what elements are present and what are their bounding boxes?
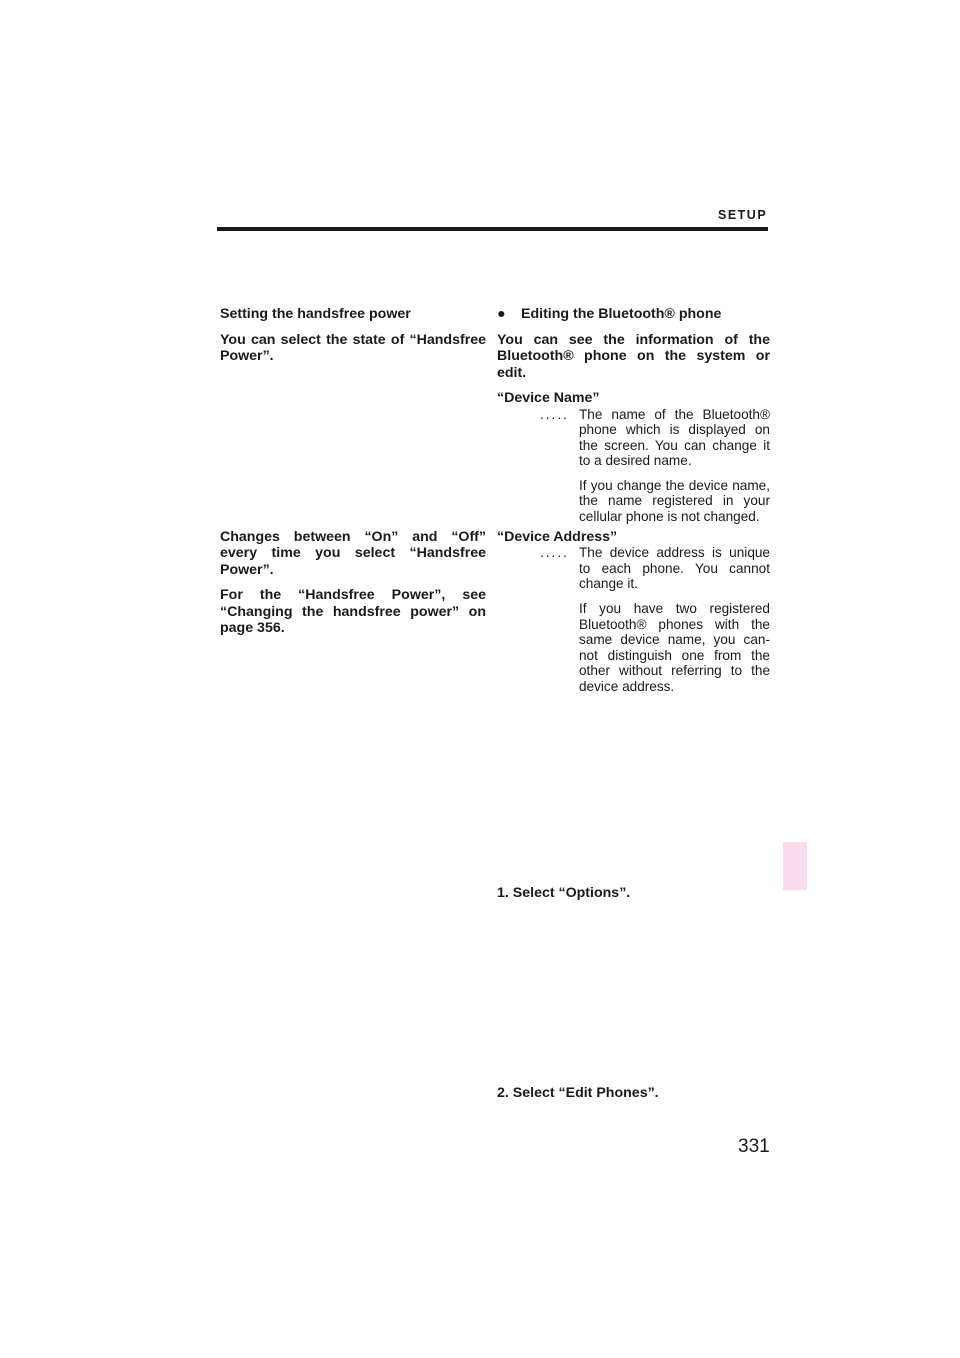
bullet-heading: Editing the Bluetooth® phone (521, 306, 722, 322)
term-device-address: “Device Address” (497, 528, 618, 545)
changes-paragraph: Changes between “On” and “Off” every time you select “Handsfree Power”. (220, 528, 486, 578)
term-device-address-description (497, 545, 770, 694)
leader-dots: ..... (540, 406, 569, 422)
right-intro-paragraph: You can see the information of the Bluetooth® phone on the system or edit. (497, 331, 770, 381)
intro-paragraph: You can select the state of “Handsfree Power”. (220, 331, 486, 364)
step-2-select-edit-phones: 2. Select “Edit Phones”. (497, 1085, 659, 1101)
left-column (220, 306, 486, 646)
section-side-tab (783, 842, 807, 890)
term-device-name-description (497, 407, 770, 525)
bullet-heading-row (497, 306, 770, 323)
description-paragraph: The name of the Bluetooth® phone which is displayed on the screen. You can change it to a desired name. (579, 406, 770, 469)
bullet-icon: ● (497, 306, 506, 322)
description-paragraph: If you have two registered Bluetooth® phones with the same device name, you can-not distinguish one from the other without referring to the device address. (579, 600, 770, 694)
page-number: 331 (738, 1136, 770, 1157)
screen-illustration-space (220, 374, 486, 529)
leader-dots: ..... (540, 545, 569, 561)
section-title: SETUP (718, 208, 768, 222)
term-device-name: “Device Name” (497, 390, 600, 406)
section-heading: Setting the handsfree power (220, 306, 411, 322)
right-column (497, 306, 770, 699)
reference-paragraph: For the “Handsfree Power”, see “Changing the handsfree power” on page 356. (220, 587, 486, 636)
description-paragraph: The device address is unique to each phone. You cannot change it. (579, 545, 770, 592)
step-1-select-options: 1. Select “Options”. (497, 885, 631, 901)
description-paragraph: If you change the device name, the name registered in your cellular phone is not changed. (579, 477, 770, 525)
header-rule (217, 227, 768, 231)
